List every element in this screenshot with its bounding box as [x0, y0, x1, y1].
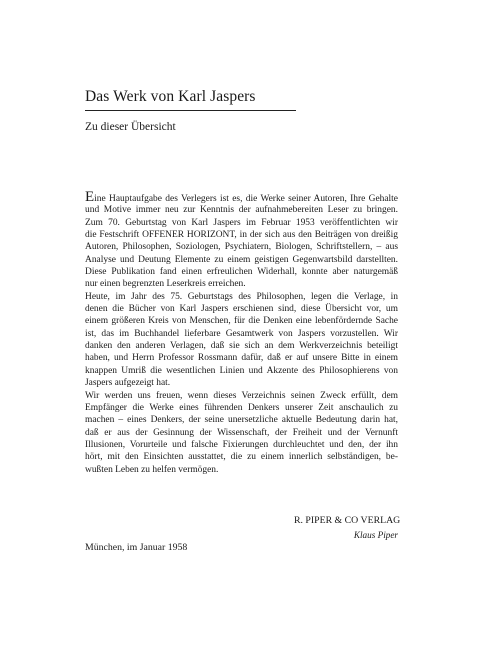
title-underline — [85, 110, 296, 111]
text-line: daß er aus der Gesinnung der Wissenschaft, der Freiheit und der Vernunft — [85, 427, 398, 438]
paragraph-1 — [85, 189, 398, 291]
text-line: Zum 70. Geburtstag von Karl Jaspers im Februar 1953 veröffentlichten wir — [85, 217, 398, 228]
text-line: danken den anderen Verlagen, daß sie sich an dem Werkverzeichnis beteiligt — [85, 341, 398, 352]
text-line: Eine Hauptaufgabe des Verlegers ist es, die Werke seiner Autoren, Ihre Gehalte — [85, 189, 398, 205]
text-line: hört, mit den Einsichten ausstattet, die zu einem innerlich selbständigen, be- — [85, 452, 398, 463]
text-line: Heute, im Jahr des 75. Geburtstags des Philosophen, legen die Verlage, in — [85, 291, 398, 302]
text-line: Jaspers aufgezeigt hat. — [85, 378, 171, 389]
text-line: ist, das im Buchhandel lieferbare Gesamtwerk von Jaspers vorzustellen. Wir — [85, 328, 398, 339]
text-line: die Festschrift OFFENER HORIZONT, in der sich aus den Beiträgen von dreißig — [85, 230, 398, 241]
body-text — [85, 189, 398, 476]
text-line: Illusionen, Vorurteile und falsche Fixierungen durchleuchtet und den, der ihn — [85, 439, 398, 450]
text-line: einem größeren Kreis von Menschen, für die Denken eine lebenfördernde Sache — [85, 316, 398, 327]
publisher-name: R. PIPER & CO VERLAG — [294, 515, 401, 526]
signer-name: Klaus Piper — [353, 530, 398, 540]
text-line: Analyse und Deutung Elemente zu einem geistigen Gegenwartsbild darstellten. — [85, 254, 398, 265]
paragraph-3 — [85, 390, 398, 476]
text-line: denen die Bücher von Karl Jaspers erschienen sind, diese Übersicht vor, um — [85, 304, 398, 315]
document-title: Das Werk von Karl Jaspers — [85, 88, 256, 105]
document-subtitle: Zu dieser Übersicht — [85, 121, 176, 133]
dropcap: E — [85, 189, 95, 205]
text-line: machen – eines Denkers, der seine unersetzliche aktuelle Bedeutung darin hat, — [85, 415, 398, 426]
text-line: Autoren, Philosophen, Soziologen, Psychiatern, Biologen, Schriftstellern, – aus — [85, 242, 398, 253]
paragraph-2 — [85, 291, 398, 390]
text-line: Diese Publikation fand einen erfreulichen Widerhall, konnte aber naturgemäß — [85, 267, 398, 278]
place-date: München, im Januar 1958 — [85, 542, 188, 553]
text-line: haben, und Herrn Professor Rossmann dafür, daß er auf unsere Bitte in einem — [85, 353, 398, 364]
text-line: Wir werden uns freuen, wenn dieses Verzeichnis seinen Zweck erfüllt, dem — [85, 390, 398, 401]
text-line: wußten Leben zu helfen vermögen. — [85, 464, 219, 475]
text-line: Empfänger die Werke eines führenden Denkers unserer Zeit anschaulich zu — [85, 402, 398, 413]
text-line: nur einen begrenzten Leserkreis erreichen. — [85, 279, 246, 290]
text-line: und Motive immer neu zur Kenntnis der aufnahmebereiten Leser zu bringen. — [85, 205, 398, 216]
text-line: knappen Umriß die wesentlichen Linien und Akzente des Philosophierens von — [85, 365, 398, 376]
